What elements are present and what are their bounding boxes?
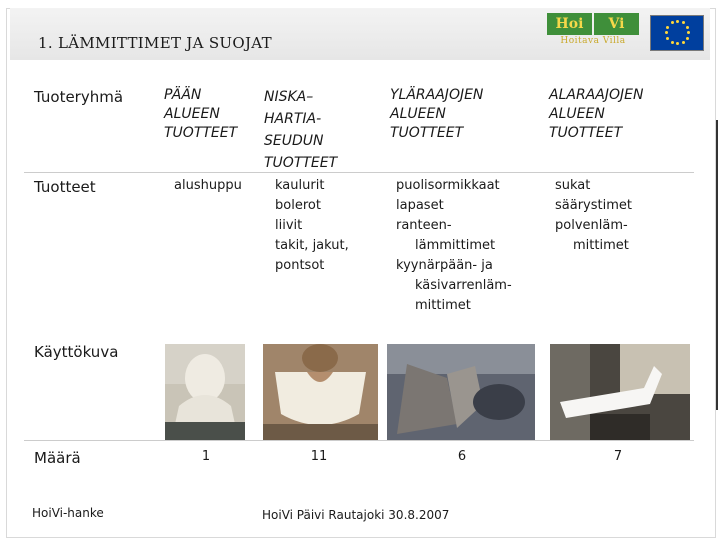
row-label-products: Tuotteet xyxy=(34,178,96,196)
flag-star-icon xyxy=(682,21,685,24)
scroll-edge-bar xyxy=(716,120,718,410)
list-item: säärystimet xyxy=(555,198,632,213)
hoivi-logo xyxy=(547,13,639,47)
footer-center: HoiVi Päivi Rautajoki 30.8.2007 xyxy=(262,508,450,522)
row-label-group: Tuoteryhmä xyxy=(34,88,124,106)
row-label-amount: Määrä xyxy=(34,449,81,467)
list-item: kyynärpään- ja xyxy=(396,258,493,273)
flag-star-icon xyxy=(671,41,674,44)
product-list-neck xyxy=(275,176,349,276)
list-item: mittimet xyxy=(573,238,629,253)
list-item: lapaset xyxy=(396,198,444,213)
photo-neck-warmer xyxy=(263,344,378,440)
footer-left: HoiVi-hanke xyxy=(32,506,104,520)
slide-title: 1. LÄMMITTIMET JA SUOJAT xyxy=(38,34,272,52)
row-divider xyxy=(24,172,694,173)
flag-star-icon xyxy=(676,20,679,23)
amount-lower-limbs: 7 xyxy=(613,449,623,464)
list-item: liivit xyxy=(275,218,303,233)
column-header-neck: NISKA– HARTIA- SEUDUN TUOTTEET xyxy=(264,89,338,171)
flag-star-icon xyxy=(666,37,669,40)
list-item: bolerot xyxy=(275,198,321,213)
list-item: pontsot xyxy=(275,258,325,273)
list-item: polvenläm- xyxy=(555,218,628,233)
flag-star-icon xyxy=(682,41,685,44)
list-item: alushuppu xyxy=(174,178,242,193)
logo-word-hoi: Hoi xyxy=(547,13,592,35)
eu-flag-icon xyxy=(650,15,704,51)
row-label-usage: Käyttökuva xyxy=(34,343,119,361)
product-list-upper-limbs xyxy=(396,176,512,316)
flag-star-icon xyxy=(676,42,679,45)
flag-star-icon xyxy=(686,26,689,29)
list-item: lämmittimet xyxy=(415,238,496,253)
product-list-head xyxy=(174,176,242,196)
product-list-lower-limbs xyxy=(555,176,632,256)
flag-star-icon xyxy=(671,21,674,24)
logo-subtitle: Hoitava Villa xyxy=(560,36,626,46)
list-item: käsivarrenläm- xyxy=(415,278,512,293)
list-item: kaulurit xyxy=(275,178,325,193)
list-item: mittimet xyxy=(415,298,471,313)
column-header-lower-limbs: ALARAAJOJEN ALUEEN TUOTTEET xyxy=(549,87,644,141)
amount-upper-limbs: 6 xyxy=(457,449,467,464)
logo-word-vi: Vi xyxy=(594,13,639,35)
flag-star-icon xyxy=(666,26,669,29)
row-divider xyxy=(24,440,694,441)
amount-head: 1 xyxy=(201,449,211,464)
list-item: takit, jakut, xyxy=(275,238,349,253)
flag-star-icon xyxy=(687,31,690,34)
column-header-head: PÄÄN ALUEEN TUOTTEET xyxy=(164,87,238,141)
column-header-upper-limbs: YLÄRAAJOJEN ALUEEN TUOTTEET xyxy=(390,87,484,141)
photo-gloves xyxy=(387,344,535,440)
flag-star-icon xyxy=(665,31,668,34)
amount-neck: 11 xyxy=(310,449,328,464)
flag-star-icon xyxy=(686,37,689,40)
photo-leg-warmer xyxy=(550,344,690,440)
list-item: puolisormikkaat xyxy=(396,178,500,193)
list-item: ranteen- xyxy=(396,218,452,233)
list-item: sukat xyxy=(555,178,591,193)
photo-hood xyxy=(165,344,245,440)
